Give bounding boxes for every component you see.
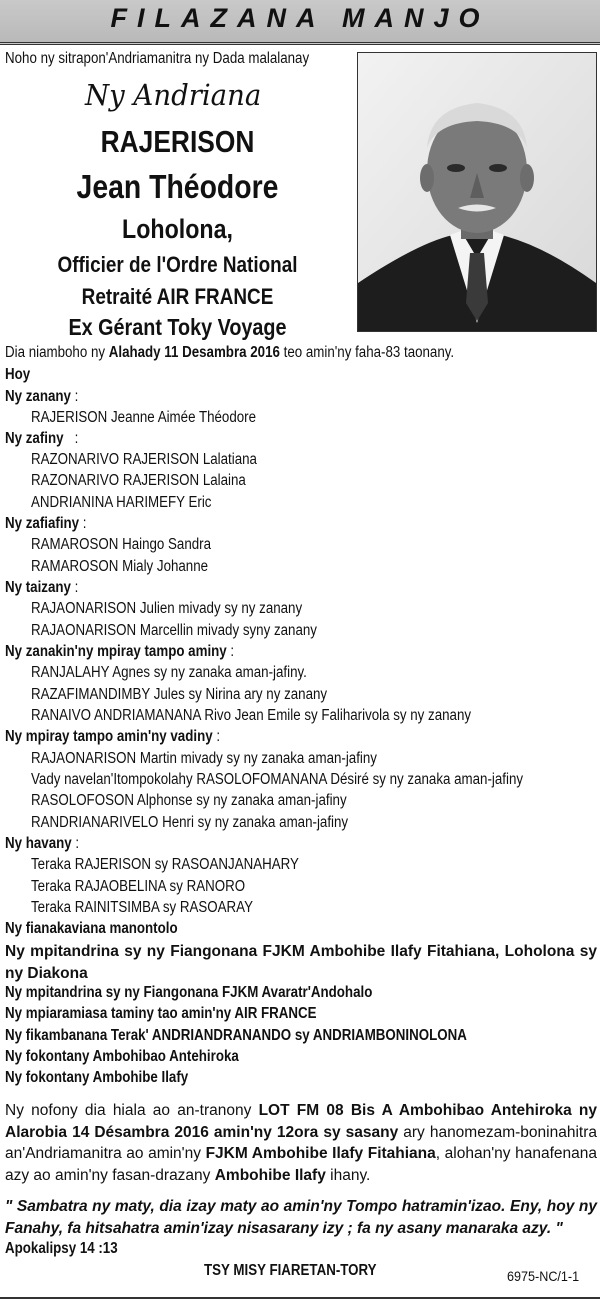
reference-code: 6975-NC/1-1 xyxy=(507,1268,580,1284)
list-item: RAZONARIVO RAJERISON Lalaina xyxy=(31,472,246,489)
list-item: RAJAONARISON Julien mivady sy ny zanany xyxy=(31,600,303,617)
banner-title: FILAZANA MANJO xyxy=(110,3,490,33)
mourner-line: Ny fikambanana Terak' ANDRIANDRANANDO sy ANDRIAMBONINOLONA xyxy=(5,1027,467,1044)
deceased-surname: RAJERISON xyxy=(100,124,255,159)
section-heading: Ny havany : xyxy=(5,835,80,852)
bottom-rule xyxy=(0,1297,600,1299)
list-item: ANDRIANINA HARIMEFY Eric xyxy=(31,494,212,511)
verse-reference: Apokalipsy 14 :13 xyxy=(5,1240,118,1257)
list-item: RANAIVO ANDRIAMANANA Rivo Jean Emile sy Faliharivola sy ny zanany xyxy=(31,707,472,724)
list-item: Teraka RAJAOBELINA sy RANORO xyxy=(31,878,246,895)
header-banner xyxy=(0,0,600,45)
section-heading: Ny zanakin'ny mpiray tampo aminy : xyxy=(5,643,235,660)
title-line: Officier de l'Ordre National xyxy=(57,252,298,277)
title-line: Ex Gérant Toky Voyage xyxy=(68,314,287,340)
section-heading: Ny mpiray tampo amin'ny vadiny : xyxy=(5,728,221,745)
portrait-illustration xyxy=(358,53,596,331)
list-item: RASOLOFOSON Alphonse sy ny zanaka aman-jafiny xyxy=(31,792,347,809)
list-item: RANDRIANARIVELO Henri sy ny zanaka aman-jafiny xyxy=(31,814,349,831)
funeral-details: Ny nofony dia hiala ao an-tranony LOT FM 08 Bis A Ambohibao Antehiroka ny Alarobia 14 Désambra 2016 amin'ny 12ora sy sasany ary hanomezam-boninahitra an'Andriamanitra ao amin'ny FJKM Ambohibe Ilafy Fitahiana, alohan'ny hanafenana azy ao amin'ny fasan-drazany Ambohibe Ilafy ihany. xyxy=(5,1102,598,1184)
mourner-line: Ny fokontany Ambohibe Ilafy xyxy=(5,1069,189,1086)
honorific: Ny Andriana xyxy=(85,78,262,112)
mourner-line: Ny fokontany Ambohibao Antehiroka xyxy=(5,1048,239,1065)
title-line: Retraité AIR FRANCE xyxy=(81,284,274,309)
section-heading: Ny zafiafiny : xyxy=(5,515,87,532)
death-notice: Dia niamboho ny Alahady 11 Desambra 2016 teo amin'ny faha-83 taonany. xyxy=(5,344,455,361)
title-line: Loholona, xyxy=(122,214,233,244)
list-item: RAMAROSON Mialy Johanne xyxy=(31,558,209,575)
closing-note: TSY MISY FIARETAN-TORY xyxy=(204,1262,377,1279)
list-item: Teraka RAINITSIMBA sy RASOARAY xyxy=(31,899,253,916)
list-item: RAJERISON Jeanne Aimée Théodore xyxy=(31,409,257,426)
list-item: RAZONARIVO RAJERISON Lalatiana xyxy=(31,451,257,468)
portrait-photo xyxy=(357,52,597,332)
list-item: RAMAROSON Haingo Sandra xyxy=(31,536,212,553)
mourner-line: Ny mpitandrina sy ny Fiangonana FJKM Ambohibe Ilafy Fitahiana, Loholona sy ny Diakona xyxy=(5,943,597,982)
list-item: Teraka RAJERISON sy RASOANJANAHARY xyxy=(31,856,299,873)
list-item: RAJAONARISON Marcellin mivady syny zanany xyxy=(31,622,317,639)
mourner-line: Ny mpitandrina sy ny Fiangonana FJKM Avaratr'Andohalo xyxy=(5,984,373,1001)
section-heading: Ny taizany : xyxy=(5,579,79,596)
list-item: RAJAONARISON Martin mivady sy ny zanaka aman-jafiny xyxy=(31,750,377,767)
list-item: Vady navelan'Itompokolahy RASOLOFOMANANA Désiré sy ny zanaka aman-jafiny xyxy=(31,771,524,788)
deceased-first-name: Jean Théodore xyxy=(76,168,279,205)
mourner-line: Ny fianakaviana manontolo xyxy=(5,920,178,937)
list-item: RAZAFIMANDIMBY Jules sy Nirina ary ny zanany xyxy=(31,686,328,703)
section-heading: Ny zafiny : xyxy=(5,430,79,447)
mourner-line: Ny mpiaramiasa taminy tao amin'ny AIR FRANCE xyxy=(5,1005,317,1022)
hoy-label: Hoy xyxy=(5,366,31,383)
bible-verse: " Sambatra ny maty, dia izay maty ao amin'ny Tompo hatramin'izao. Eny, hoy ny Fanahy, fa hitsahatra amin'izay nisasarany izy ; fa ny asany manaraka azy. " xyxy=(5,1198,597,1237)
list-item: RANJALAHY Agnes sy ny zanaka aman-jafiny. xyxy=(31,664,307,681)
section-heading: Ny zanany : xyxy=(5,388,79,405)
intro-text: Noho ny sitrapon'Andriamanitra ny Dada malalanay xyxy=(5,50,310,67)
